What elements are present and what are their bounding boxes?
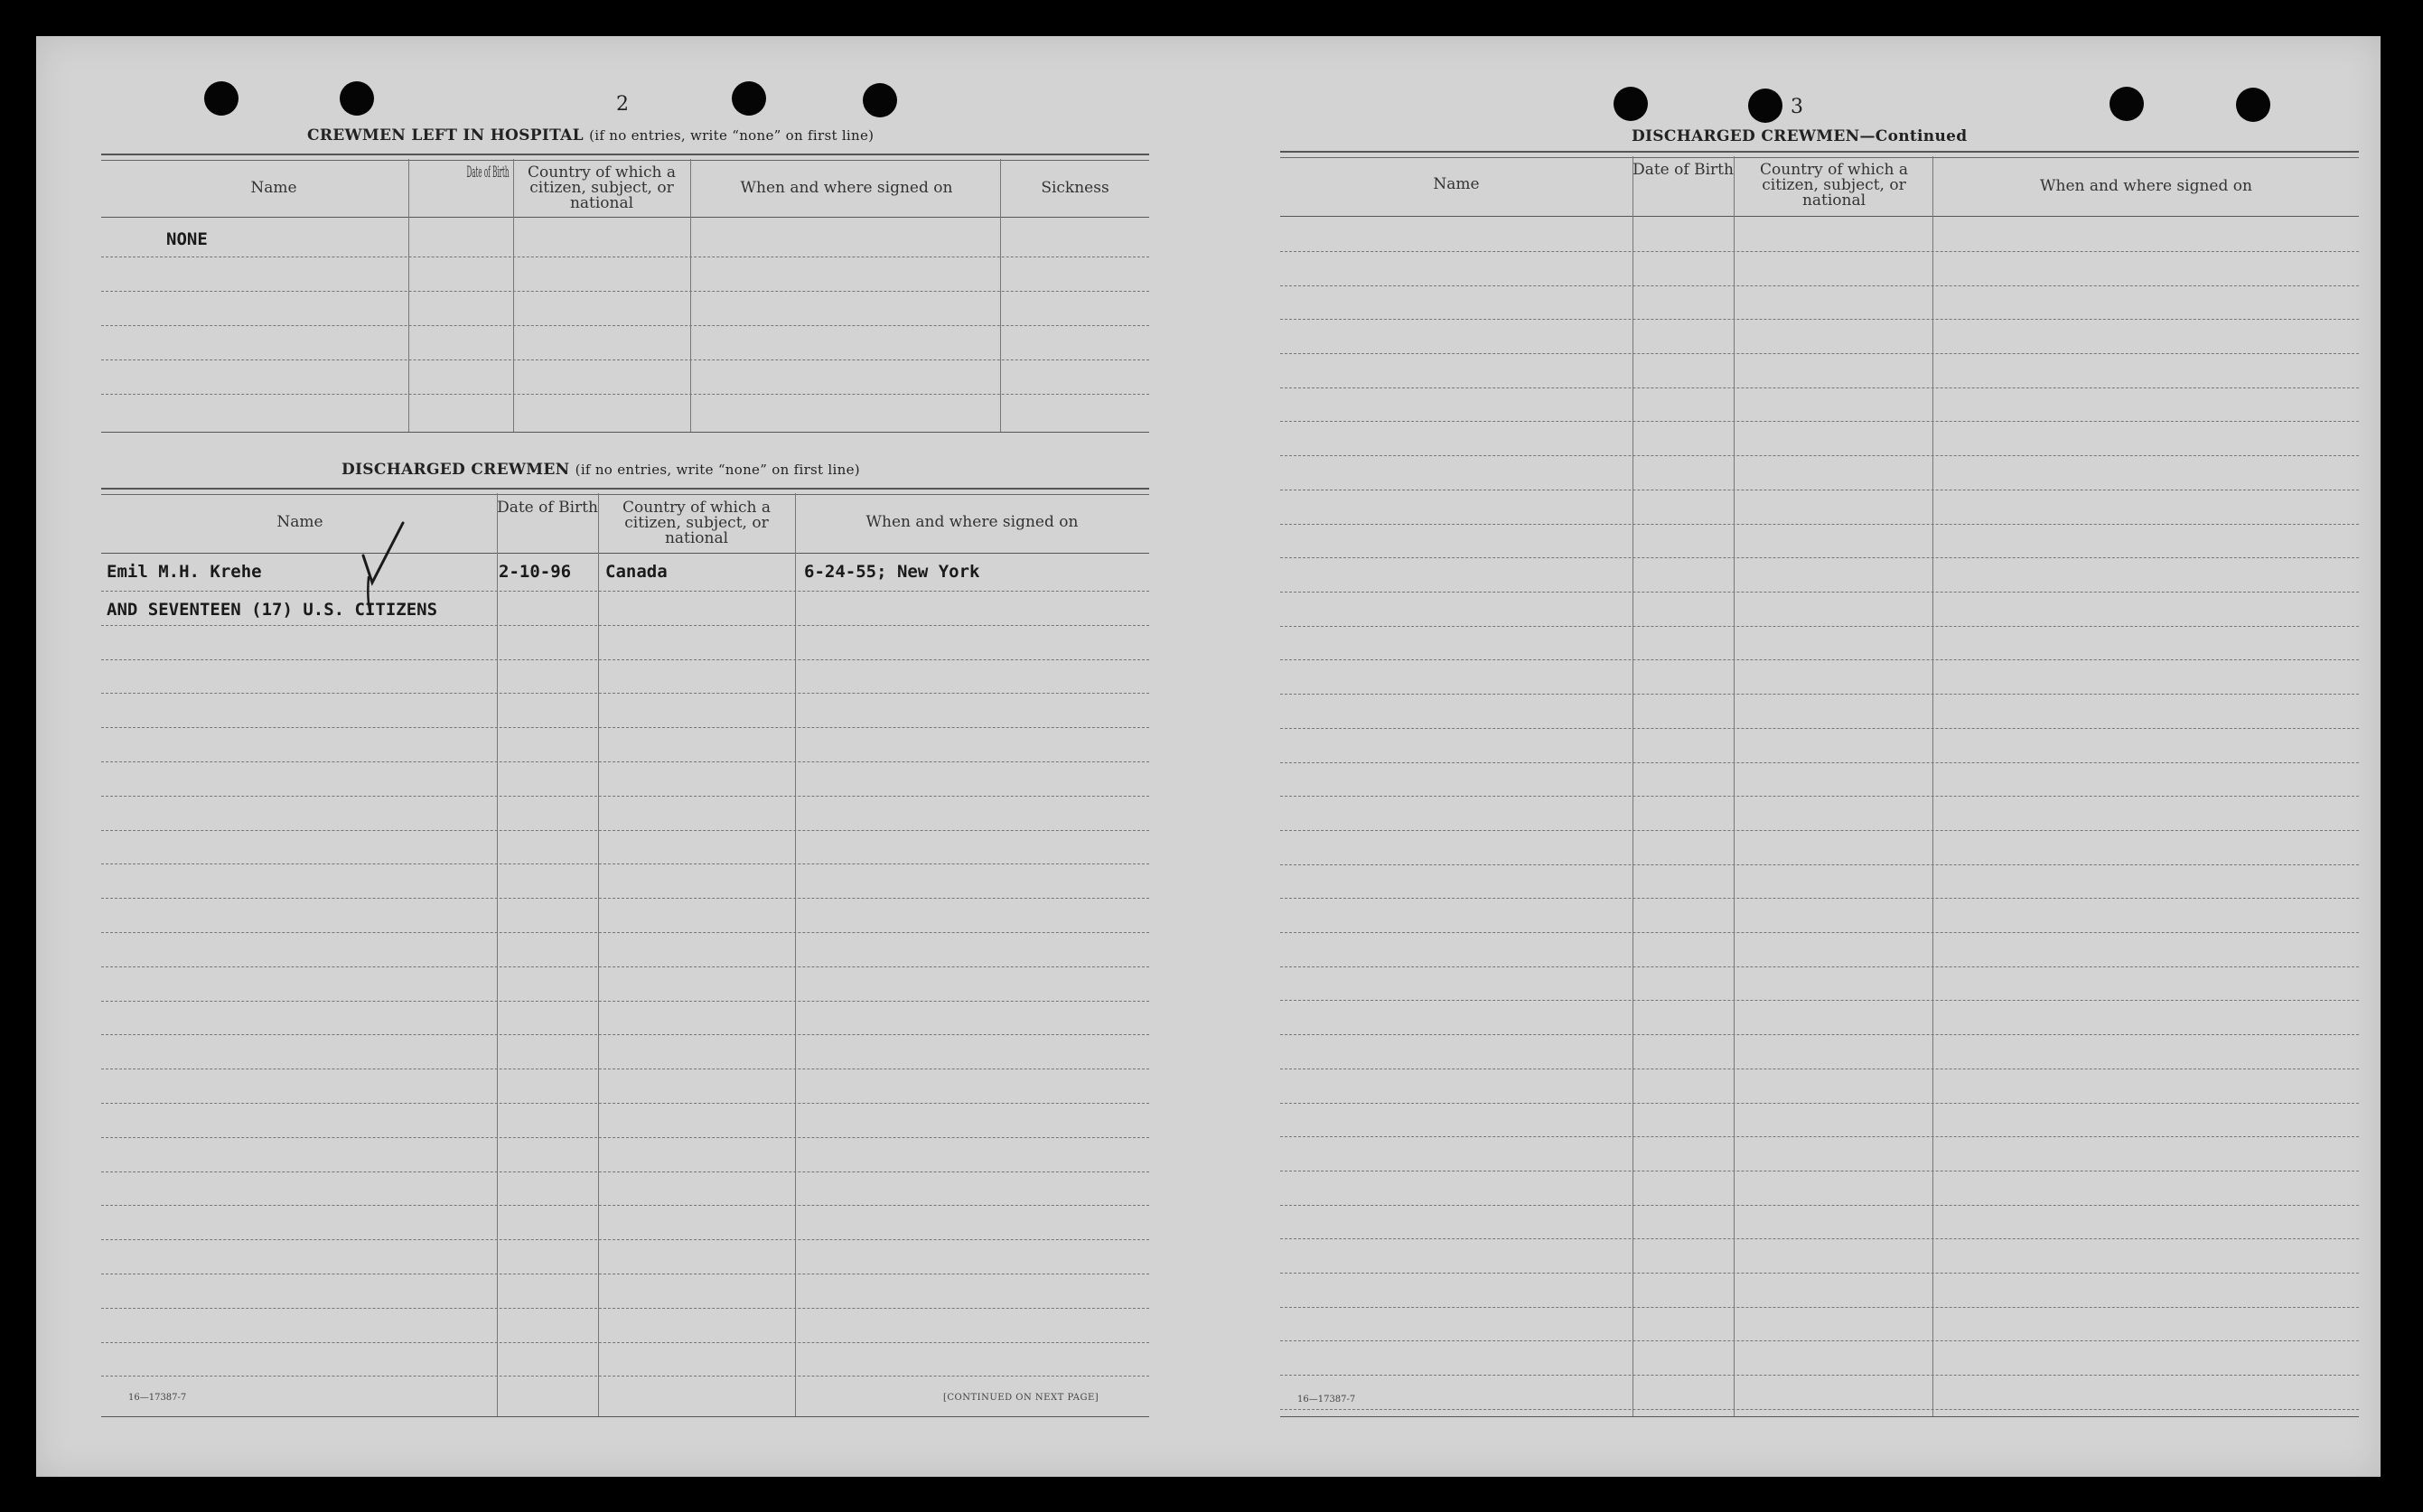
right-bottom-rule (1280, 1416, 2359, 1417)
form-row-rule (101, 1001, 1149, 1002)
form-row-rule (1280, 1409, 2359, 1410)
form-row-rule (1280, 353, 2359, 354)
right-col-divider (1632, 156, 1633, 1416)
hospital-row-rule (101, 359, 1149, 360)
discharged-title-main: DISCHARGED CREWMEN (341, 461, 570, 479)
right-section-title (1632, 127, 1967, 145)
form-row-rule (1280, 1034, 2359, 1035)
discharged-col-name: Name (276, 513, 323, 531)
form-row-rule (101, 1205, 1149, 1206)
punch-hole (2236, 88, 2270, 122)
form-row-rule (1280, 1375, 2359, 1376)
form-row-rule (1280, 796, 2359, 797)
right-col-dob: Date of Birth (1632, 161, 1734, 179)
hospital-col-divider (513, 159, 514, 432)
form-row-rule (101, 1239, 1149, 1240)
form-row-rule (101, 1171, 1149, 1172)
hospital-row-rule (101, 394, 1149, 395)
form-row-rule (1280, 285, 2359, 286)
punch-hole (732, 81, 766, 116)
hospital-col-divider (408, 159, 409, 432)
punch-hole (340, 81, 374, 116)
form-row-rule (1280, 830, 2359, 831)
punch-hole (1614, 87, 1648, 121)
discharged-entry-name: Emil M.H. Krehe (107, 562, 262, 582)
form-row-rule (101, 830, 1149, 831)
hospital-title-main: CREWMEN LEFT IN HOSPITAL (307, 126, 584, 145)
right-col-divider (1932, 156, 1933, 1416)
form-row-rule (1280, 1307, 2359, 1308)
form-row-rule (1280, 728, 2359, 729)
form-row-rule (101, 796, 1149, 797)
discharged-table-top-rule (101, 488, 1149, 495)
discharged-entry-country: Canada (605, 562, 668, 582)
continued-note: [CONTINUED ON NEXT PAGE] (943, 1393, 1099, 1403)
form-row-rule (101, 898, 1149, 899)
form-row-rule (1280, 387, 2359, 388)
form-row-rule (101, 1137, 1149, 1138)
form-row-rule (1280, 557, 2359, 558)
form-row-rule (101, 591, 1149, 592)
hospital-col-sickness: Sickness (1041, 179, 1109, 197)
form-row-rule (1280, 251, 2359, 252)
form-number-left: 16—17387-7 (128, 1393, 187, 1403)
form-row-rule (1280, 1205, 2359, 1206)
form-row-rule (101, 1376, 1149, 1377)
form-row-rule (1280, 898, 2359, 899)
document-sheet (36, 36, 2381, 1477)
form-row-rule (1280, 421, 2359, 422)
form-row-rule (1280, 864, 2359, 865)
form-row-rule (101, 625, 1149, 626)
form-row-rule (101, 1342, 1149, 1343)
hospital-bottom-rule (101, 432, 1149, 433)
punch-hole (2110, 87, 2144, 121)
form-row-rule (101, 1103, 1149, 1104)
discharged-col-dob: Date of Birth (497, 499, 598, 517)
page-number-right: 3 (1791, 96, 1803, 118)
hospital-row-rule (101, 325, 1149, 326)
discharged-col-divider (497, 493, 498, 1416)
punch-hole (863, 83, 897, 117)
discharged-section-title (341, 461, 860, 479)
hospital-entry-name: NONE (166, 229, 208, 249)
form-row-rule (1280, 1340, 2359, 1341)
form-row-rule (1280, 319, 2359, 320)
hospital-header-rule (101, 217, 1149, 218)
right-header-rule (1280, 216, 2359, 217)
discharged-col-divider (598, 493, 599, 1416)
discharged-bottom-rule (101, 1416, 1149, 1417)
right-table-top-rule (1280, 151, 2359, 158)
right-title-main: DISCHARGED CREWMEN (1632, 127, 1860, 145)
right-col-name: Name (1433, 175, 1480, 193)
discharged-entry-summary: AND SEVENTEEN (17) U.S. CITIZENS (107, 600, 438, 620)
right-title-cont: —Continued (1859, 127, 1968, 145)
page-number-left: 2 (616, 93, 629, 116)
form-row-rule (101, 966, 1149, 967)
form-number-right: 16—17387-7 (1297, 1395, 1356, 1405)
form-row-rule (101, 1034, 1149, 1035)
hospital-title-note: (if no entries, write “none” on first line) (589, 127, 875, 144)
discharged-col-divider (795, 493, 796, 1416)
right-col-divider (1734, 156, 1735, 1416)
hospital-col-dob: Date of Birth (466, 163, 510, 182)
form-row-rule (1280, 455, 2359, 456)
form-row-rule (101, 727, 1149, 728)
form-row-rule (1280, 694, 2359, 695)
right-col-signed: When and where signed on (2040, 177, 2252, 195)
form-row-rule (1280, 1000, 2359, 1001)
hospital-col-divider (1000, 159, 1001, 432)
form-row-rule (1280, 1238, 2359, 1239)
form-row-rule (1280, 932, 2359, 933)
form-row-rule (101, 693, 1149, 694)
hospital-row-rule (101, 291, 1149, 292)
form-row-rule (1280, 659, 2359, 660)
form-row-rule (101, 1308, 1149, 1309)
form-row-rule (101, 761, 1149, 762)
discharged-col-signed: When and where signed on (865, 513, 1079, 531)
form-row-rule (1280, 524, 2359, 525)
form-row-rule (101, 659, 1149, 660)
form-row-rule (101, 932, 1149, 933)
hospital-col-divider (690, 159, 691, 432)
form-row-rule (1280, 592, 2359, 593)
right-col-country: Country of which a citizen, subject, or national (1760, 161, 1908, 210)
form-row-rule (101, 863, 1149, 864)
discharged-entry-dob: 2-10-96 (499, 562, 572, 582)
hospital-col-country: Country of which a citizen, subject, or national (528, 163, 676, 212)
hospital-section-title (307, 126, 874, 145)
form-row-rule (1280, 966, 2359, 967)
form-row-rule (1280, 1273, 2359, 1274)
hospital-col-name: Name (250, 179, 297, 197)
form-row-rule (1280, 762, 2359, 763)
form-row-rule (1280, 1103, 2359, 1104)
handwritten-check-mark (352, 519, 425, 619)
hospital-table-top-rule (101, 154, 1149, 161)
form-row-rule (1280, 1136, 2359, 1137)
discharged-entry-signed-on: 6-24-55; New York (804, 562, 980, 582)
punch-hole (1748, 89, 1782, 123)
punch-hole (204, 81, 239, 116)
form-row-rule (1280, 626, 2359, 627)
discharged-title-note: (if no entries, write “none” on first line) (575, 462, 860, 478)
discharged-header-rule (101, 553, 1149, 554)
discharged-col-country: Country of which a citizen, subject, or national (622, 499, 771, 547)
hospital-col-signed: When and where signed on (740, 179, 953, 197)
